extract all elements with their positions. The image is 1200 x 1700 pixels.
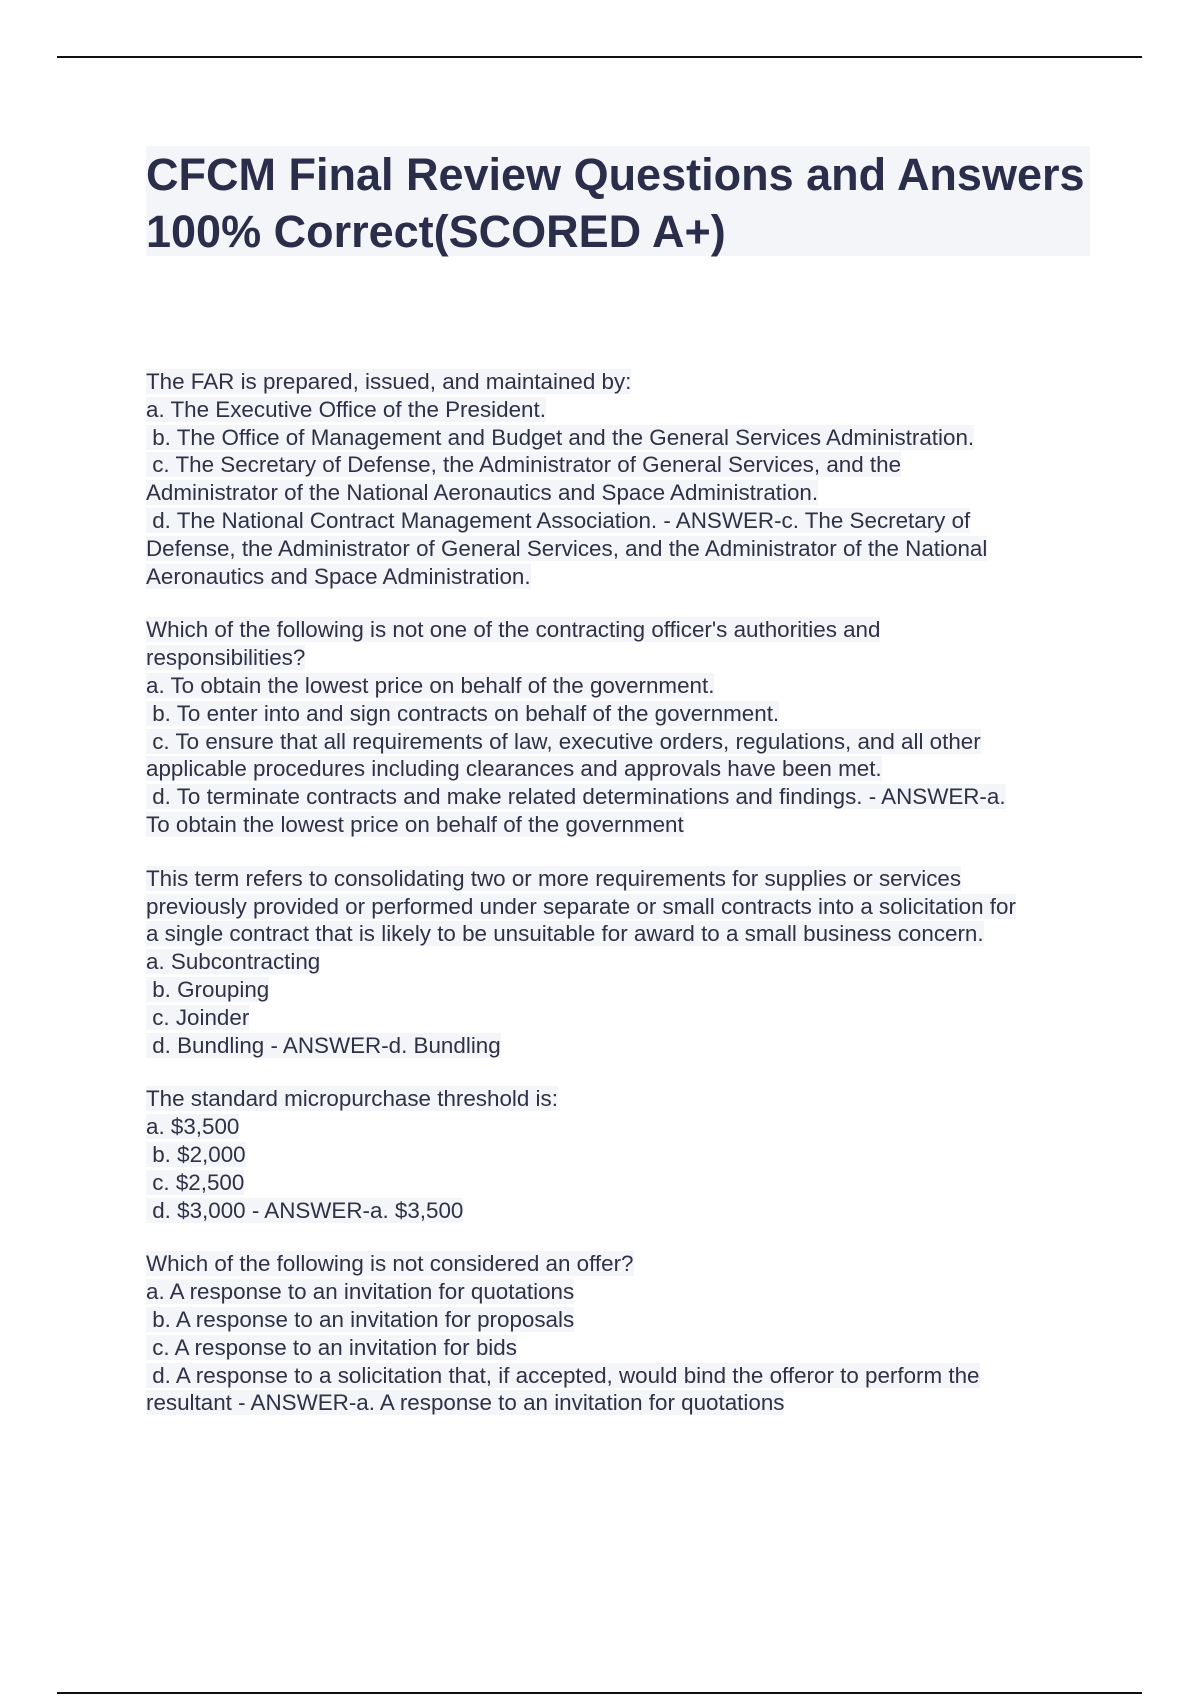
question-line-text: This term refers to consolidating two or more requirements for supplies or services: [146, 865, 962, 891]
question-line: [146, 507, 1096, 535]
question-block: [146, 1085, 1096, 1224]
question-line: [146, 728, 1096, 756]
question-line: [146, 1169, 1096, 1197]
question-line-text: a. Subcontracting: [146, 949, 321, 975]
top-rule: [57, 56, 1142, 58]
question-line: [146, 616, 1096, 644]
question-line: [146, 1306, 1096, 1334]
question-line-text: b. The Office of Management and Budget and the General Services Administration.: [146, 424, 975, 450]
question-line: [146, 1278, 1096, 1306]
question-line-text: a single contract that is likely to be unsuitable for award to a small business concern.: [146, 921, 984, 947]
question-line: [146, 451, 1096, 479]
question-line: [146, 783, 1096, 811]
question-line-text: b. A response to an invitation for proposals: [146, 1306, 575, 1332]
question-line-text: c. $2,500: [146, 1169, 245, 1195]
question-line: [146, 1032, 1096, 1060]
question-line-text: d. Bundling - ANSWER-d. Bundling: [146, 1032, 501, 1058]
question-line-text: c. To ensure that all requirements of law, executive orders, regulations, and all other: [146, 728, 981, 754]
question-line-text: resultant - ANSWER-a. A response to an invitation for quotations: [146, 1390, 785, 1416]
question-block: [146, 865, 1096, 1060]
question-line-text: responsibilities?: [146, 645, 306, 671]
question-line-text: Which of the following is not considered an offer?: [146, 1251, 634, 1277]
question-line: [146, 700, 1096, 728]
question-line: [146, 948, 1096, 976]
question-line: [146, 396, 1096, 424]
question-line-text: d. A response to a solicitation that, if accepted, would bind the offeror to perform the: [146, 1362, 980, 1388]
question-line: [146, 920, 1096, 948]
question-block: [146, 616, 1096, 838]
question-line: [146, 672, 1096, 700]
question-block: [146, 1250, 1096, 1417]
question-line-text: c. A response to an invitation for bids: [146, 1334, 517, 1360]
question-line: [146, 811, 1096, 839]
question-line-text: The FAR is prepared, issued, and maintained by:: [146, 369, 632, 394]
question-line-text: Aeronautics and Space Administration.: [146, 563, 531, 589]
question-line-text: b. Grouping: [146, 976, 270, 1002]
question-line-text: Defense, the Administrator of General Services, and the Administrator of the National: [146, 535, 988, 561]
question-line: [146, 1004, 1096, 1032]
question-line-text: d. The National Contract Management Association. - ANSWER-c. The Secretary of: [146, 507, 971, 533]
question-line: [146, 1113, 1096, 1141]
question-line: [146, 1197, 1096, 1225]
question-line-text: d. $3,000 - ANSWER-a. $3,500: [146, 1197, 464, 1223]
questions-list: [146, 368, 1096, 1443]
question-line: [146, 865, 1096, 893]
question-line: [146, 1334, 1096, 1362]
question-line-text: c. Joinder: [146, 1004, 250, 1030]
question-line-text: applicable procedures including clearances and approvals have been met.: [146, 756, 882, 782]
question-line: [146, 368, 1096, 396]
question-line-text: previously provided or performed under separate or small contracts into a solicitation for: [146, 893, 1016, 919]
question-line-text: Administrator of the National Aeronautics and Space Administration.: [146, 480, 819, 506]
question-line-text: a. To obtain the lowest price on behalf of the government.: [146, 672, 715, 698]
question-line-text: a. The Executive Office of the President.: [146, 396, 546, 422]
question-line-text: b. To enter into and sign contracts on behalf of the government.: [146, 700, 780, 726]
question-line: [146, 1362, 1096, 1390]
question-line: [146, 1389, 1096, 1417]
question-line: [146, 976, 1096, 1004]
question-line-text: Which of the following is not one of the contracting officer's authorities and: [146, 617, 881, 643]
question-line-text: d. To terminate contracts and make related determinations and findings. - ANSWER-a.: [146, 784, 1006, 810]
question-line: [146, 1250, 1096, 1278]
question-line: [146, 424, 1096, 452]
question-line-text: a. A response to an invitation for quotations: [146, 1279, 575, 1305]
question-line: [146, 755, 1096, 783]
question-line: [146, 1141, 1096, 1169]
document-title: CFCM Final Review Questions and Answers 100% Correct(SCORED A+): [146, 149, 1085, 257]
question-line-text: a. $3,500: [146, 1114, 240, 1140]
bottom-rule: [57, 1692, 1142, 1694]
question-line-text: c. The Secretary of Defense, the Administrator of General Services, and the: [146, 452, 902, 478]
question-line: [146, 644, 1096, 672]
question-line-text: To obtain the lowest price on behalf of the government: [146, 811, 684, 837]
question-line: [146, 1085, 1096, 1113]
question-line-text: The standard micropurchase threshold is:: [146, 1086, 558, 1112]
question-line: [146, 893, 1096, 921]
question-line: [146, 535, 1096, 563]
question-line: [146, 563, 1096, 591]
question-line: [146, 479, 1096, 507]
question-block: [146, 368, 1096, 590]
question-line-text: b. $2,000: [146, 1141, 246, 1167]
